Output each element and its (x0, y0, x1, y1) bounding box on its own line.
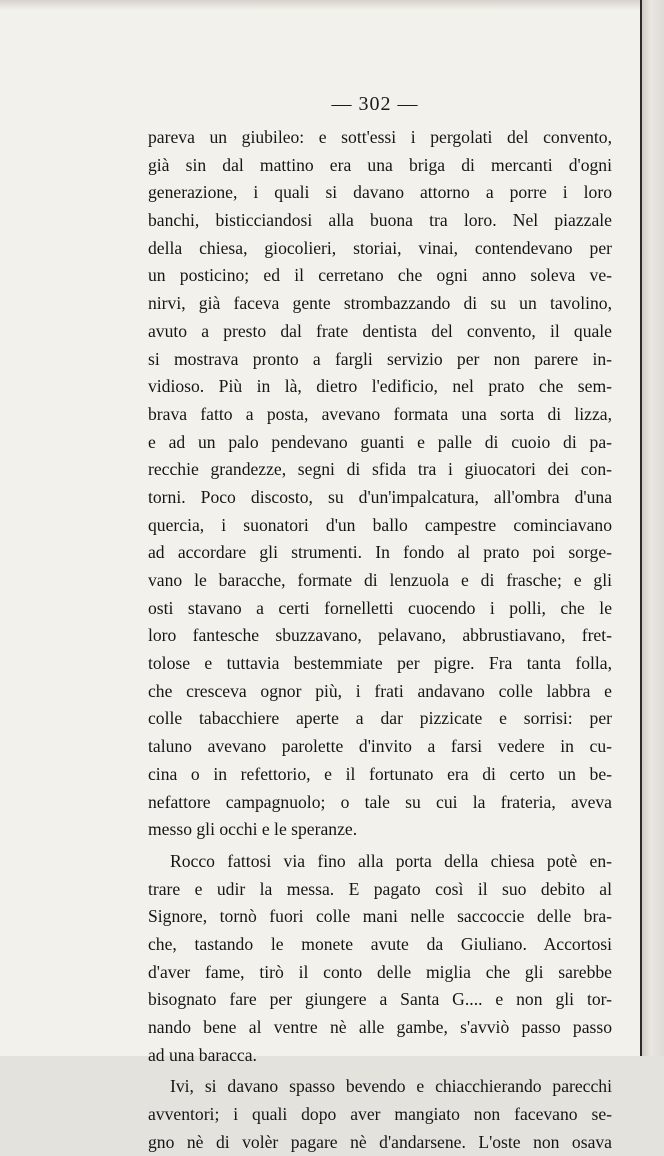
text-line: generazione, i quali si davano attorno a porre i loro (148, 182, 612, 203)
text-line: un posticino; ed il cerretano che ogni anno soleva ve- (148, 265, 612, 286)
text-line: d'aver fame, tirò il conto delle miglia che gli sarebbe (148, 961, 612, 982)
body-text (148, 124, 612, 1156)
text-line: vidioso. Più in là, dietro l'edificio, nel prato che sem- (148, 376, 612, 397)
text-line: trare e udir la messa. E pagato così il suo debito al (148, 878, 612, 899)
text-line: avventori; i quali dopo aver mangiato non facevano se- (148, 1104, 612, 1125)
page-number: — 302 — (331, 93, 419, 115)
text-line: torni. Poco discosto, su d'un'impalcatura, all'ombra d'una (148, 486, 612, 507)
text-line: recchie grandezze, segni di sfida tra i giuocatori dei con- (148, 459, 612, 480)
text-line: della chiesa, giocolieri, storiai, vinai, contendevano per (148, 237, 612, 258)
text-line: e ad un palo pendevano guanti e palle di cuoio di pa- (148, 431, 612, 452)
text-line: che, tastando le monete avute da Giuliano. Accortosi (148, 933, 612, 954)
text-line: pareva un giubileo: e sott'essi i pergolati del convento, (148, 127, 612, 147)
text-line: gno nè di volèr pagare nè d'andarsene. L'oste non osava (148, 1131, 612, 1152)
text-line: tolose e tuttavia bestemmiate per pigre. Fra tanta folla, (148, 653, 612, 674)
text-line: Rocco fattosi via fino alla porta della chiesa potè en- (170, 850, 612, 871)
text-line: Signore, tornò fuori colle mani nelle saccoccie delle bra- (148, 906, 612, 927)
text-line: messo gli occhi e le speranze. (148, 819, 358, 840)
book-gutter (640, 0, 664, 1056)
text-line: cina o in refettorio, e il fortunato era di certo un be- (148, 763, 612, 784)
text-line: loro fantesche sbuzzavano, pelavano, abbrustiavano, fret- (148, 625, 612, 646)
text-line: ad una baracca. (148, 1044, 257, 1065)
text-line: taluno avevano parolette d'invito a farsi vedere in cu- (148, 736, 612, 757)
text-line: che cresceva ognor più, i frati andavano colle labbra e (148, 680, 612, 701)
text-line: avuto a presto dal frate dentista del convento, il quale (148, 320, 612, 341)
text-line: osti stavano a certi fornelletti cuocendo i polli, che le (148, 597, 612, 618)
text-line: vano le baracche, formate di lenzuola e di frasche; e gli (148, 570, 612, 590)
text-line: già sin dal mattino era una briga di mercanti d'ogni (148, 154, 612, 175)
text-line: ad accordare gli strumenti. In fondo al prato poi sorge- (148, 542, 612, 563)
text-line: nirvi, già faceva gente strombazzando di su un tavolino, (148, 293, 612, 314)
text-line: Ivi, si davano spasso bevendo e chiacchierando parecchi (170, 1076, 612, 1097)
text-line: bisognato fare per giungere a Santa G.... e non gli tor- (148, 989, 612, 1010)
text-line: nefattore campagnuolo; o tale su cui la frateria, aveva (148, 791, 612, 812)
text-line: quercia, i suonatori d'un ballo campestre cominciavano (148, 514, 612, 535)
page-top-shadow (0, 0, 640, 10)
text-line: banchi, bisticciandosi alla buona tra loro. Nel piazzale (148, 210, 612, 231)
text-line: colle tabacchiere aperte a dar pizzicate e sorrisi: per (148, 708, 612, 729)
text-line: si mostrava pronto a fargli servizio per non parere in- (148, 348, 612, 369)
text-line: brava fatto a posta, avevano formata una sorta di lizza, (148, 403, 612, 424)
text-line: nando bene al ventre nè alle gambe, s'avviò passo passo (148, 1017, 612, 1037)
